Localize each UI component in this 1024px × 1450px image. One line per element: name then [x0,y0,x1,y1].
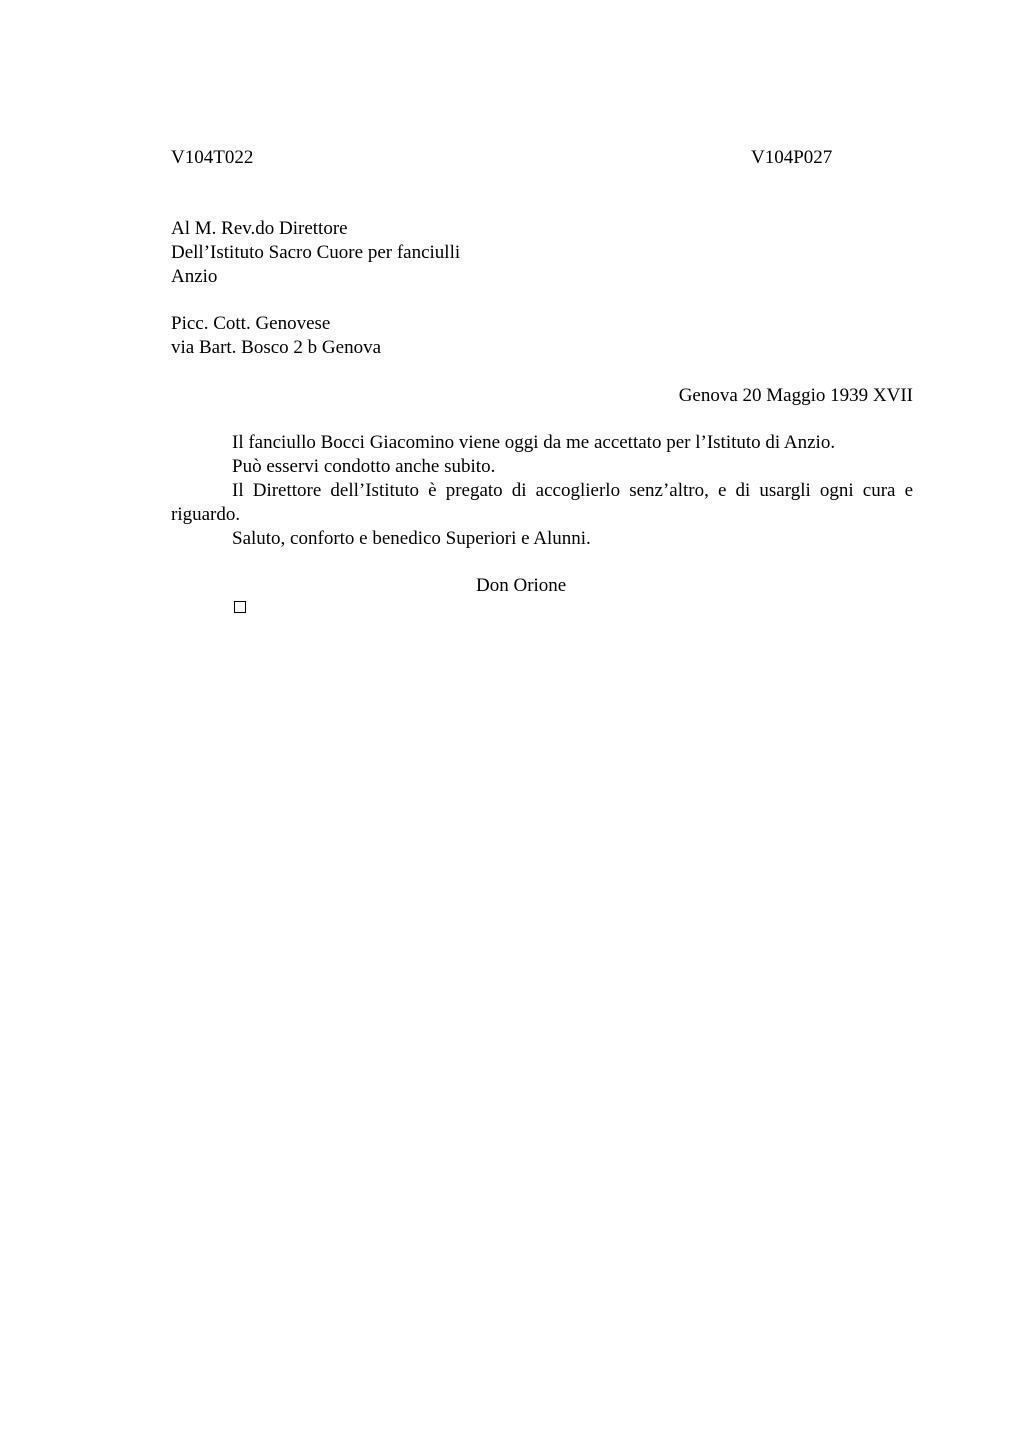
body-paragraph: Può esservi condotto anche subito. [232,456,496,477]
sender-line: Picc. Cott. Genovese [171,313,331,334]
addressee-line: Anzio [171,266,218,287]
addressee-line: Dell’Istituto Sacro Cuore per fanciulli [171,242,461,263]
empty-box-icon [234,601,246,613]
document-code-right: V104P027 [751,147,833,168]
sender-block [171,312,913,360]
letter-date: Genova 20 Maggio 1939 XVII [678,385,913,406]
body-paragraph: Il fanciullo Bocci Giacomino viene oggi da me accettato per l’Istituto di Anzio. [232,432,836,453]
signature: Don Orione [476,575,567,596]
body-paragraph: Saluto, conforto e benedico Superiori e Alunni. [232,528,591,549]
addressee-line: Al M. Rev.do Direttore [171,218,348,239]
sender-line: via Bart. Bosco 2 b Genova [171,337,382,358]
addressee-block [171,217,913,289]
document-code-left: V104T022 [171,147,254,168]
body-paragraph: Il Direttore dell’Istituto è pregato di accoglierlo senz’altro, e di usargli ogni cura e riguardo. [171,480,913,525]
letter-body [171,431,913,551]
